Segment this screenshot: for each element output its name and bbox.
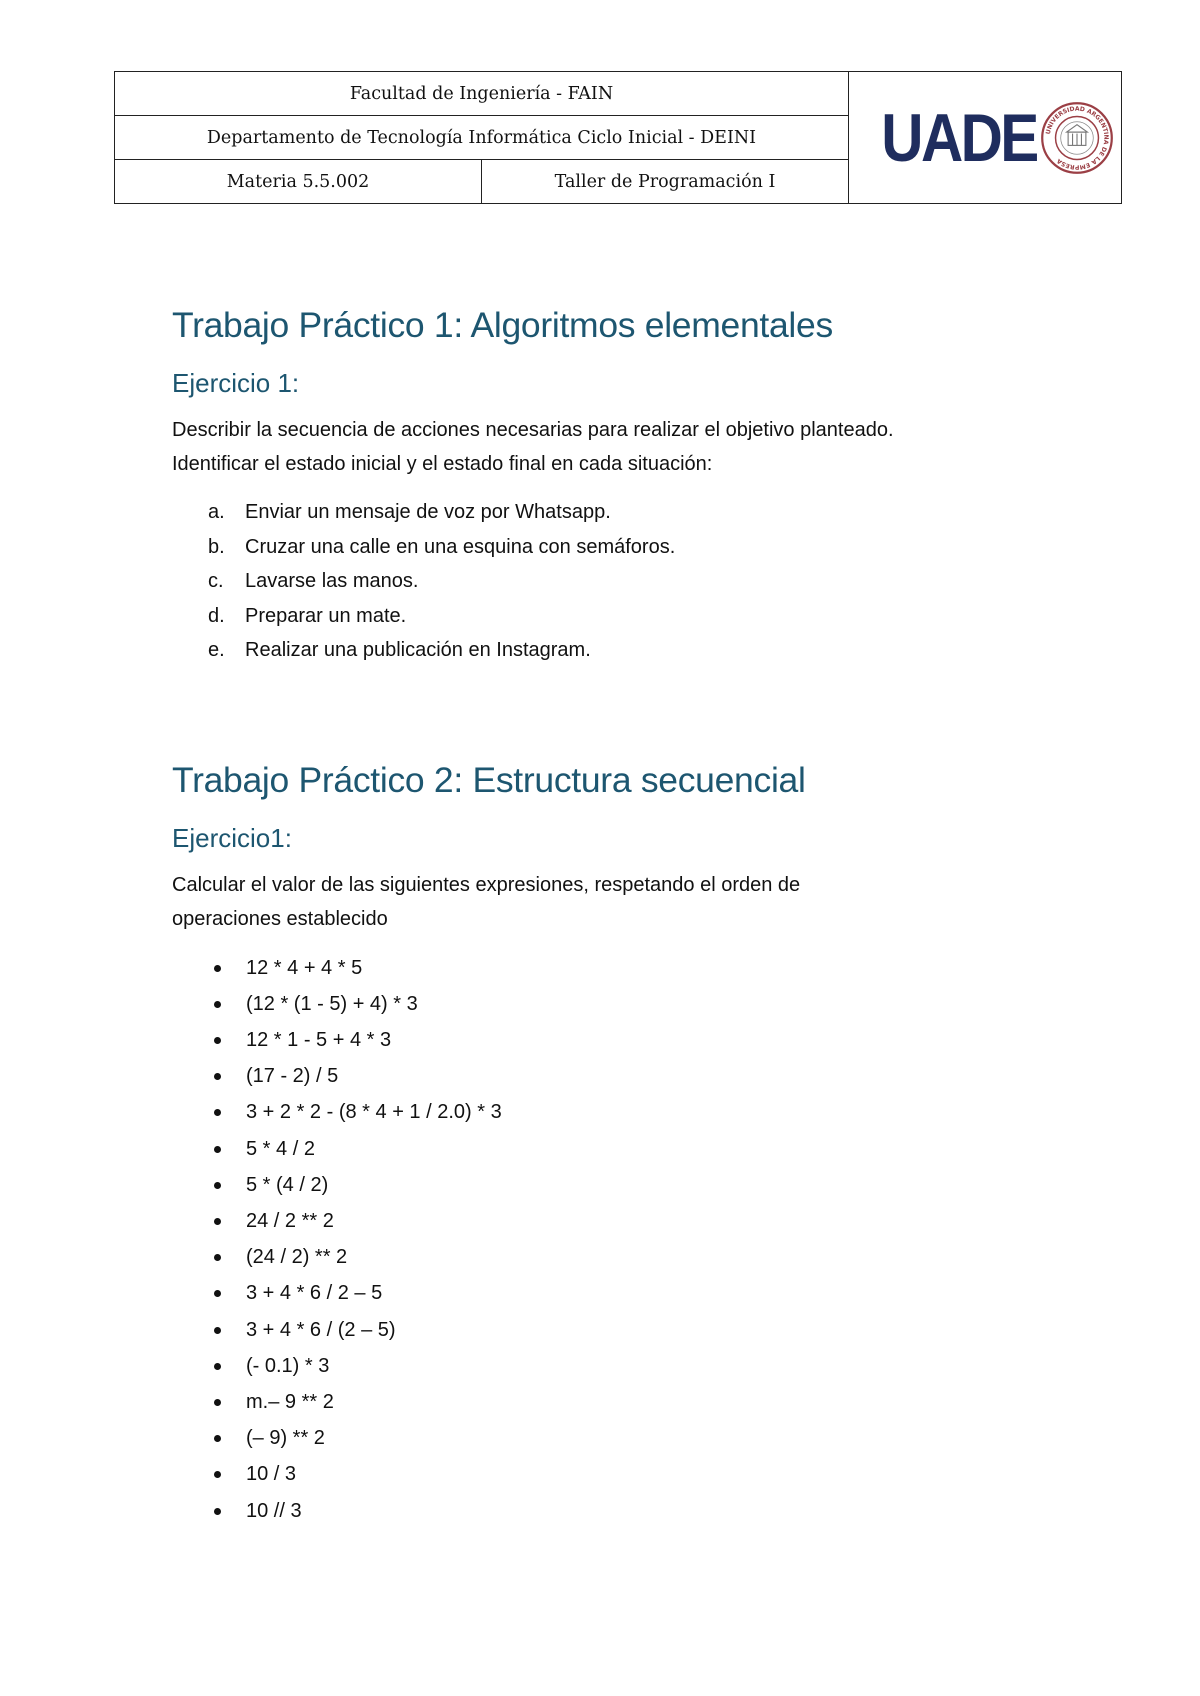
list-item: d. Preparar un mate. [208, 604, 407, 627]
bullet-icon [214, 1508, 221, 1515]
tp2-exercise-title: Ejercicio1: [172, 822, 292, 853]
bullet-icon [214, 965, 221, 972]
bullet-icon [214, 1363, 221, 1370]
tp2-expressions-list [172, 950, 1072, 1529]
tp2-section [172, 760, 1072, 1529]
bullet-icon [214, 1037, 221, 1044]
list-item: (17 - 2) / 5 [172, 1058, 1072, 1094]
tp2-instruction-line: Calcular el valor de las siguientes expresiones, respetando el orden de [172, 873, 801, 896]
university-seal-icon [1040, 101, 1114, 175]
department-cell: Departamento de Tecnología Informática Ciclo Inicial - DEINI [115, 116, 849, 160]
tp1-instruction-line: Describir la secuencia de acciones necesarias para realizar el objetivo planteado. [172, 419, 894, 441]
tp2-instruction-line: operaciones establecido [172, 907, 388, 930]
logo-cell [849, 72, 1122, 204]
list-item: 3 + 2 * 2 - (8 * 4 + 1 / 2.0) * 3 [172, 1094, 1072, 1130]
bullet-icon [214, 1218, 221, 1225]
tp1-instructions [172, 413, 1072, 481]
bullet-icon [214, 1146, 221, 1153]
tp1-instruction-line: Identificar el estado inicial y el estado final en cada situación: [172, 453, 713, 475]
subject-code-cell: Materia 5.5.002 [115, 160, 482, 204]
tp2-title: Trabajo Práctico 2: Estructura secuencial [172, 759, 806, 800]
bullet-icon [214, 1290, 221, 1297]
faculty-cell: Facultad de Ingeniería - FAIN [115, 72, 849, 116]
list-item: (- 0.1) * 3 [172, 1348, 1072, 1384]
list-item: 10 / 3 [172, 1456, 1072, 1492]
document-content [172, 305, 1072, 1529]
list-item: 5 * 4 / 2 [172, 1131, 1072, 1167]
list-item: (24 / 2) ** 2 [172, 1239, 1072, 1275]
list-item: (12 * (1 - 5) + 4) * 3 [172, 986, 1072, 1022]
tp1-items-list [172, 495, 1072, 668]
list-item: c. Lavarse las manos. [208, 570, 419, 592]
tp1-section [172, 305, 1072, 668]
list-item: m.– 9 ** 2 [172, 1384, 1072, 1420]
tp2-instructions [172, 868, 1072, 936]
bullet-icon [214, 1327, 221, 1334]
list-item: 3 + 4 * 6 / 2 – 5 [172, 1275, 1072, 1311]
subject-name-cell: Taller de Programación I [482, 160, 849, 204]
list-item: b. Cruzar una calle en una esquina con semáforos. [208, 535, 676, 558]
uade-logo [849, 72, 1121, 203]
bullet-icon [214, 1073, 221, 1080]
list-item: (– 9) ** 2 [172, 1420, 1072, 1456]
header-table [114, 71, 1122, 204]
bullet-icon [214, 1471, 221, 1478]
list-item: e. Realizar una publicación en Instagram. [208, 639, 591, 661]
bullet-icon [214, 1182, 221, 1189]
bullet-icon [214, 1254, 221, 1261]
list-item: 12 * 1 - 5 + 4 * 3 [172, 1022, 1072, 1058]
list-item: 3 + 4 * 6 / (2 – 5) [172, 1312, 1072, 1348]
bullet-icon [214, 1109, 221, 1116]
tp1-title: Trabajo Práctico 1: Algoritmos elementales [172, 305, 833, 345]
bullet-icon [214, 1399, 221, 1406]
list-item: 5 * (4 / 2) [172, 1167, 1072, 1203]
bullet-icon [214, 1001, 221, 1008]
list-item: a. Enviar un mensaje de voz por Whatsapp. [208, 501, 611, 523]
bullet-icon [214, 1435, 221, 1442]
seal-text: UNIVERSIDAD ARGENTINA DE LA EMPRESA [1045, 105, 1110, 170]
list-item: 10 // 3 [172, 1493, 1072, 1529]
logo-text: UADE [880, 99, 1037, 176]
list-item: 24 / 2 ** 2 [172, 1203, 1072, 1239]
list-item: 12 * 4 + 4 * 5 [172, 950, 1072, 986]
tp1-exercise-title: Ejercicio 1: [172, 368, 300, 398]
